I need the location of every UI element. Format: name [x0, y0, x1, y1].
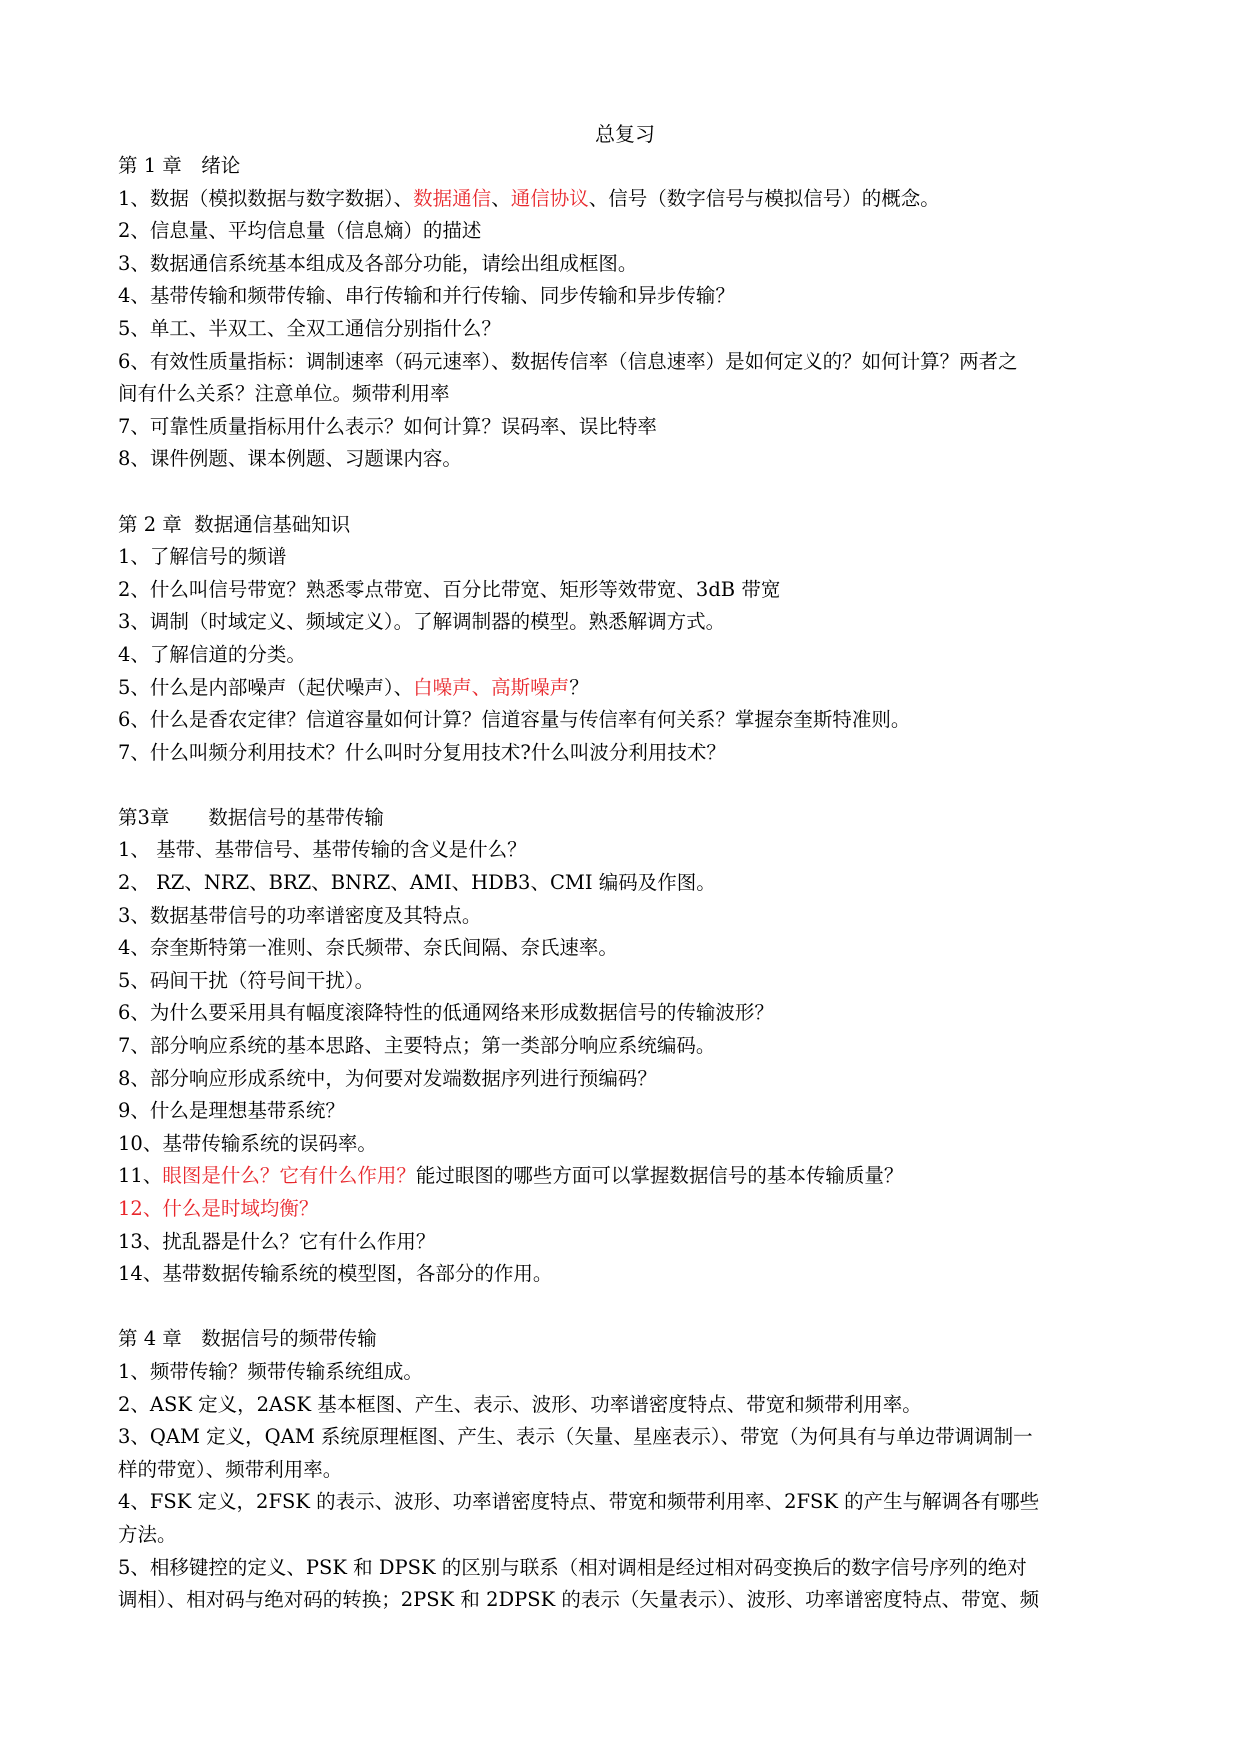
- review-item-line: [118, 248, 1128, 281]
- item-text: 6、什么是香农定律？信道容量如何计算？信道容量与传信率有何关系？掌握奈奎斯特准则。: [118, 708, 911, 732]
- chapter-heading: 第 2 章 数据通信基础知识: [118, 512, 351, 536]
- review-item-line: [118, 606, 1128, 639]
- item-text: 5、什么是内部噪声（起伏噪声）、: [118, 675, 414, 699]
- review-item-line: [118, 997, 1128, 1030]
- chapter-section: [118, 509, 1128, 770]
- review-item-line: [118, 1356, 1128, 1389]
- item-text: 2、 RZ、NRZ、BRZ、BNRZ、AMI、HDB3、CMI 编码及作图。: [118, 871, 716, 895]
- highlighted-text: 白噪声、高斯噪声: [413, 675, 570, 699]
- item-text: 、: [491, 186, 511, 210]
- item-text: 5、码间干扰（符号间干扰）。: [118, 968, 375, 992]
- review-item-line: [118, 672, 1128, 705]
- item-text: 6、为什么要采用具有幅度滚降特性的低通网络来形成数据信号的传输波形？: [118, 1001, 774, 1025]
- item-text: 调相）、相对码与绝对码的转换；2PSK 和 2DPSK 的表示（矢量表示）、波形、功率谱密度特点、带宽、频: [118, 1588, 1040, 1612]
- document-page: [118, 118, 1128, 1617]
- item-text: 4、基带传输和频带传输、串行传输和并行传输、同步传输和异步传输？: [118, 284, 735, 308]
- item-text: 2、信息量、平均信息量（信息熵）的描述: [118, 219, 482, 243]
- section-spacer: [118, 476, 1128, 509]
- item-text: 8、部分响应形成系统中，为何要对发端数据序列进行预编码？: [118, 1066, 657, 1090]
- chapter-section: [118, 150, 1128, 476]
- item-text: 4、了解信道的分类。: [118, 642, 306, 666]
- review-item-line: [118, 1389, 1128, 1422]
- section-spacer: [118, 1291, 1128, 1324]
- review-item-line: [118, 1421, 1128, 1454]
- chapter-heading: 第3章 数据信号的基带传输: [118, 805, 384, 829]
- review-item-line: [118, 1258, 1128, 1291]
- review-item-line: [118, 1519, 1128, 1552]
- item-text: 2、什么叫信号带宽？熟悉零点带宽、百分比带宽、矩形等效带宽、3dB 带宽: [118, 577, 781, 601]
- review-item-line: [118, 378, 1128, 411]
- review-item-line: [118, 313, 1128, 346]
- item-text: 3、数据通信系统基本组成及各部分功能，请绘出组成框图。: [118, 251, 638, 275]
- item-text: 1、 基带、基带信号、基带传输的含义是什么？: [118, 838, 527, 862]
- item-text: 1、了解信号的频谱: [118, 545, 287, 569]
- item-text: 6、有效性质量指标：调制速率（码元速率）、数据传信率（信息速率）是如何定义的？如何计算？两者之: [118, 349, 1018, 373]
- item-text: 11、: [118, 1164, 163, 1188]
- item-text: 13、扰乱器是什么？它有什么作用？: [118, 1229, 436, 1253]
- item-text: 14、基带数据传输系统的模型图，各部分的作用。: [118, 1262, 553, 1286]
- review-item-line: [118, 346, 1128, 379]
- review-item-line: [118, 1160, 1128, 1193]
- item-text: 7、可靠性质量指标用什么表示？如何计算？误码率、误比特率: [118, 414, 657, 438]
- item-text: 9、什么是理想基带系统？: [118, 1099, 345, 1123]
- review-item-line: [118, 965, 1128, 998]
- review-item-line: [118, 1552, 1128, 1585]
- item-text: 、信号（数字信号与模拟信号）的概念。: [588, 186, 940, 210]
- item-text: 5、单工、半双工、全双工通信分别指什么？: [118, 316, 501, 340]
- item-text: 3、调制（时域定义、频域定义）。了解调制器的模型。熟悉解调方式。: [118, 610, 726, 634]
- item-text: 2、ASK 定义，2ASK 基本框图、产生、表示、波形、功率谱密度特点、带宽和频带利用率。: [118, 1392, 922, 1416]
- review-item-line: [118, 280, 1128, 313]
- item-text: ？: [569, 675, 589, 699]
- review-item-line: [118, 1030, 1128, 1063]
- review-item-line: [118, 932, 1128, 965]
- review-item-line: [118, 737, 1128, 770]
- document-title: 总复习: [595, 122, 655, 146]
- chapter-heading: 第 4 章 数据信号的频带传输: [118, 1327, 377, 1351]
- chapter-section: [118, 802, 1128, 1291]
- review-item-line: [118, 411, 1128, 444]
- review-item-line: [118, 1095, 1128, 1128]
- review-item-line: [118, 639, 1128, 672]
- review-item-line: [118, 183, 1128, 216]
- item-text: 3、数据基带信号的功率谱密度及其特点。: [118, 903, 482, 927]
- highlighted-text: 数据通信: [413, 186, 492, 210]
- item-text: 4、奈奎斯特第一准则、奈氏频带、奈氏间隔、奈氏速率。: [118, 936, 618, 960]
- review-item-line: [118, 215, 1128, 248]
- review-item-line: [118, 1193, 1128, 1226]
- highlighted-text: 12、什么是时域均衡？: [118, 1197, 319, 1220]
- review-item-line: [118, 1486, 1128, 1519]
- review-item-line: [118, 834, 1128, 867]
- review-item-line: [118, 574, 1128, 607]
- review-item-line: [118, 1454, 1128, 1487]
- item-text: 间有什么关系？注意单位。频带利用率: [118, 382, 450, 406]
- item-text: 4、FSK 定义，2FSK 的表示、波形、功率谱密度特点、带宽和频带利用率、2FSK 的产生与解调各有哪些: [118, 1490, 1040, 1514]
- review-item-line: [118, 1128, 1128, 1161]
- review-item-line: [118, 1226, 1128, 1259]
- highlighted-text: 眼图是什么？它有什么作用？: [162, 1164, 416, 1188]
- review-item-line: [118, 541, 1128, 574]
- document-body: [118, 150, 1128, 1617]
- item-text: 方法。: [118, 1522, 177, 1546]
- item-text: 能过眼图的哪些方面可以掌握数据信号的基本传输质量？: [415, 1164, 904, 1188]
- chapter-section: [118, 1323, 1128, 1616]
- item-text: 5、相移键控的定义、PSK 和 DPSK 的区别与联系（相对调相是经过相对码变换后的数字信号序列的绝对: [118, 1555, 1027, 1579]
- item-text: 1、频带传输？频带传输系统组成。: [118, 1359, 423, 1383]
- review-item-line: [118, 1584, 1128, 1617]
- review-item-line: [118, 704, 1128, 737]
- review-item-line: [118, 1063, 1128, 1096]
- item-text: 样的带宽）、频带利用率。: [118, 1457, 343, 1481]
- section-spacer: [118, 769, 1128, 802]
- item-text: 8、课件例题、课本例题、习题课内容。: [118, 447, 462, 471]
- review-item-line: [118, 867, 1128, 900]
- item-text: 3、QAM 定义，QAM 系统原理框图、产生、表示（矢量、星座表示）、带宽（为何具有与单边带调调制一: [118, 1425, 1033, 1449]
- highlighted-text: 通信协议: [510, 186, 589, 210]
- item-text: 7、部分响应系统的基本思路、主要特点；第一类部分响应系统编码。: [118, 1034, 716, 1058]
- item-text: 10、基带传输系统的误码率。: [118, 1131, 377, 1155]
- item-text: 1、数据（模拟数据与数字数据）、: [118, 186, 414, 210]
- chapter-heading: 第 1 章 绪论: [118, 154, 241, 177]
- item-text: 7、什么叫频分利用技术？什么叫时分复用技术?什么叫波分利用技术？: [118, 740, 726, 764]
- review-item-line: [118, 443, 1128, 476]
- review-item-line: [118, 900, 1128, 933]
